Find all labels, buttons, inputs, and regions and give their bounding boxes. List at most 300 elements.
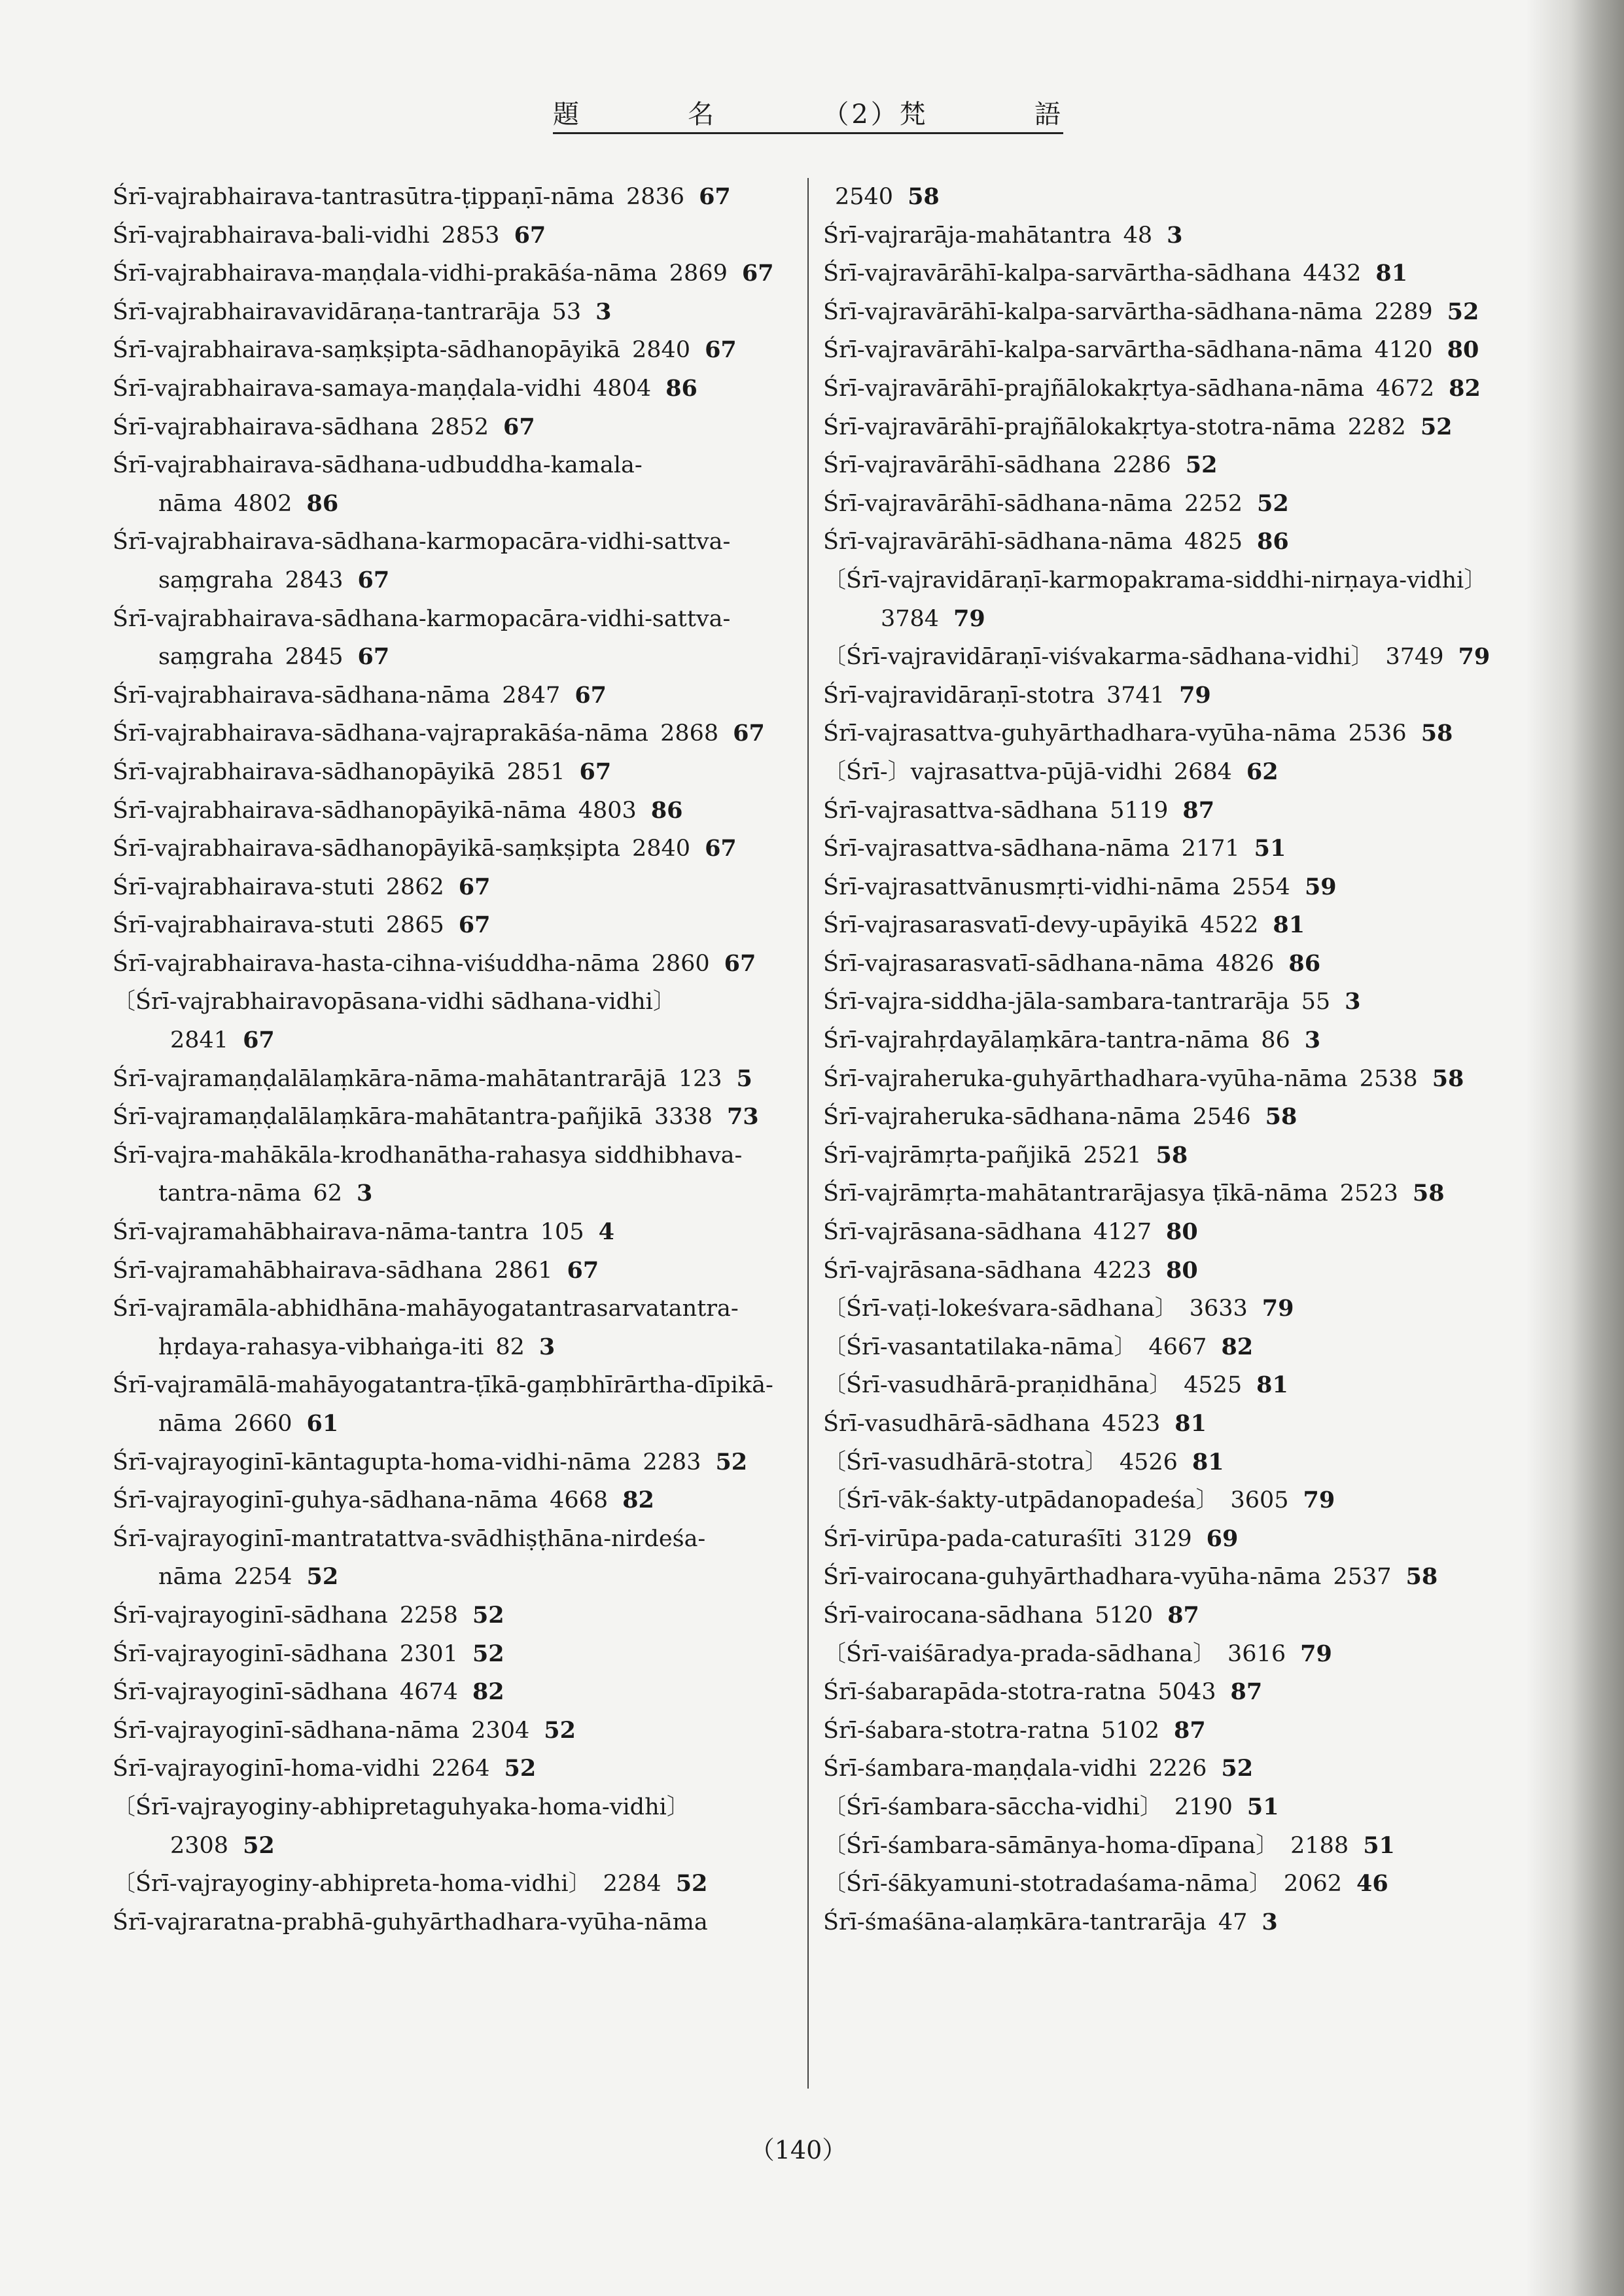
entry-group: 3 <box>1304 1027 1321 1054</box>
entry-group: 52 <box>472 1640 504 1667</box>
entry-number: 5102 <box>1101 1717 1159 1744</box>
header-title-2: 名 <box>688 99 717 130</box>
entry-group: 46 <box>1356 1870 1388 1898</box>
entry-title: Śrī-vajrabhairava-sādhana-nāma <box>113 682 491 709</box>
entry-title: Śrī-vajravārāhī-kalpa-sarvārtha-sādhana-nāma <box>823 337 1363 364</box>
entry-number: 2862 <box>385 874 444 900</box>
entry-number: 2286 <box>1112 452 1171 479</box>
index-entry <box>113 1750 780 1788</box>
entry-group: 67 <box>579 758 612 785</box>
entry-group: 5 <box>736 1065 752 1092</box>
entry-group: 4 <box>598 1218 614 1246</box>
entry-number: 2845 <box>285 644 344 671</box>
entry-group: 82 <box>1221 1333 1254 1360</box>
entry-number: 86 <box>1261 1027 1290 1054</box>
entry-number: 2252 <box>1184 490 1243 517</box>
entry-title: Śrī-vajrabhairava-samaya-maṇḍala-vidhi <box>113 375 582 402</box>
entry-title: Śrī-vajrabhairava-sādhanopāyikā <box>113 758 495 785</box>
index-entry <box>823 1098 1491 1137</box>
entry-group: 79 <box>1300 1640 1332 1667</box>
entry-group: 67 <box>458 873 491 900</box>
entry-group: 3 <box>356 1180 373 1207</box>
index-entry <box>823 1174 1491 1213</box>
index-entry <box>113 868 780 907</box>
entry-title: Śrī-vajrasarasvatī-devy-upāyikā <box>823 912 1189 939</box>
entry-group: 52 <box>243 1831 275 1859</box>
entry-title: Śrī-vajramahābhairava-nāma-tantra <box>113 1219 529 1246</box>
entry-title: Śrī-vajramaṇḍalālaṃkāra-mahātantra-pañjikā <box>113 1104 643 1131</box>
entry-group: 52 <box>715 1448 748 1475</box>
entry-title: Śrī-vajrasattva-guhyārthadhara-vyūha-nāma <box>823 720 1337 747</box>
entry-number: 48 <box>1123 222 1153 249</box>
index-entry <box>113 715 780 753</box>
entry-title: Śrī-virūpa-pada-caturaśīti <box>823 1525 1122 1552</box>
entry-number: 2523 <box>1339 1180 1398 1207</box>
index-entry <box>113 1865 780 1903</box>
entry-group: 67 <box>699 183 731 210</box>
index-entry <box>113 753 780 792</box>
index-entry <box>823 1903 1491 1942</box>
entry-title: Śrī-vajravārāhī-sādhana-nāma <box>823 490 1173 517</box>
entry-title: Śrī-vajrabhairavavidāraṇa-tantrarāja <box>113 298 540 325</box>
index-entry <box>823 446 1491 485</box>
index-entry <box>113 792 780 830</box>
index-entry <box>113 523 780 599</box>
entry-number: 47 <box>1218 1909 1248 1935</box>
entry-group: 51 <box>1254 835 1286 862</box>
entry-title: Śrī-vajrabhairava-saṃkṣipta-sādhanopāyikā <box>113 337 620 364</box>
entry-title: Śrī-vajrabhairava-maṇḍala-vidhi-prakāśa-nāma <box>113 260 658 287</box>
entry-group: 61 <box>306 1410 339 1437</box>
index-entry <box>823 1443 1491 1482</box>
index-entry <box>113 983 780 1059</box>
entry-title: 〔Śrī-vaiśāradya-prada-sādhana〕 <box>823 1640 1216 1667</box>
index-entry <box>113 1366 780 1443</box>
entry-number: 4526 <box>1119 1449 1178 1475</box>
index-entry <box>823 1788 1491 1827</box>
entry-group: 87 <box>1230 1678 1263 1706</box>
entry-group: 51 <box>1363 1831 1395 1859</box>
index-entry <box>823 792 1491 830</box>
index-entry <box>113 1252 780 1290</box>
entry-group: 81 <box>1375 260 1408 287</box>
entry-title: Śrī-vajrabhairava-stuti <box>113 912 374 939</box>
entry-title: Śrī-vajrayoginī-sādhana <box>113 1602 388 1629</box>
entry-title: Śrī-vajramālā-mahāyogatantra-ṭīkā-gaṃbhīrārtha-dīpikā-nāma <box>113 1372 773 1437</box>
entry-group: 3 <box>1345 988 1361 1016</box>
entry-title: Śrī-vajrabhairava-sādhana-karmopacāra-vidhi-sattva-saṃgraha <box>113 529 731 593</box>
entry-group: 67 <box>514 221 546 249</box>
index-entry <box>823 178 1491 217</box>
index-entry <box>823 638 1491 677</box>
entry-number: 2282 <box>1347 414 1406 440</box>
entry-group: 87 <box>1174 1716 1206 1744</box>
entry-group: 52 <box>544 1716 576 1744</box>
entry-number: 4802 <box>234 490 292 517</box>
index-entry <box>823 523 1491 561</box>
entry-group: 3 <box>1167 221 1183 249</box>
index-entry <box>113 408 780 447</box>
index-entry <box>823 906 1491 945</box>
entry-title: 〔Śrī-vajrabhairavopāsana-vidhi sādhana-vidhi〕 <box>113 989 676 1016</box>
entry-number: 4432 <box>1303 260 1362 287</box>
index-entry <box>823 217 1491 255</box>
entry-number: 2304 <box>471 1717 530 1744</box>
left-column <box>113 178 780 1941</box>
index-entry <box>823 370 1491 408</box>
page-header <box>553 92 1063 134</box>
entry-number: 2546 <box>1192 1104 1251 1131</box>
entry-title: Śrī-vajrabhairava-bali-vidhi <box>113 222 430 249</box>
entry-number: 2226 <box>1148 1756 1207 1782</box>
entry-group: 59 <box>1304 873 1337 900</box>
entry-title: Śrī-śmaśāna-alaṃkāra-tantrarāja <box>823 1909 1207 1935</box>
entry-number: 2521 <box>1083 1142 1142 1169</box>
entry-number: 2540 <box>835 184 894 210</box>
index-entry <box>113 1635 780 1674</box>
entry-number: 2843 <box>285 567 344 593</box>
entry-number: 2660 <box>234 1411 292 1437</box>
entry-title: Śrī-vajrabhairava-sādhana-karmopacāra-vidhi-sattva-saṃgraha <box>113 605 731 671</box>
index-entry <box>113 600 780 677</box>
index-entry <box>823 1827 1491 1865</box>
entry-group: 86 <box>650 796 683 824</box>
entry-group: 52 <box>504 1755 537 1782</box>
entry-group: 86 <box>1288 949 1321 977</box>
entry-group: 52 <box>1185 451 1218 479</box>
entry-title: Śrī-śabara-stotra-ratna <box>823 1717 1089 1744</box>
entry-group: 67 <box>724 949 756 977</box>
entry-number: 4223 <box>1093 1257 1152 1284</box>
index-entry <box>113 1712 780 1750</box>
entry-title: Śrī-vajrabhairava-sādhanopāyikā-saṃkṣipta <box>113 836 620 862</box>
entry-group: 73 <box>726 1103 759 1131</box>
entry-group: 80 <box>1166 1256 1198 1284</box>
entry-number: 2536 <box>1348 720 1407 747</box>
entry-title: 〔Śrī-〕vajrasattva-pūjā-vidhi <box>823 758 1162 785</box>
entry-number: 2171 <box>1181 836 1240 862</box>
entry-number: 3616 <box>1227 1640 1286 1667</box>
index-entry <box>823 1750 1491 1788</box>
entry-group: 58 <box>1421 720 1453 747</box>
index-entry <box>823 1865 1491 1903</box>
index-entry <box>823 1060 1491 1099</box>
index-entry <box>113 370 780 408</box>
entry-title: 〔Śrī-vajravidāraṇī-viśvakarma-sādhana-vidhi〕 <box>823 644 1374 671</box>
index-entry <box>113 1788 780 1865</box>
entry-title: Śrī-vajraheruka-sādhana-nāma <box>823 1104 1181 1131</box>
entry-title: Śrī-vajrayoginī-sādhana <box>113 1679 388 1706</box>
entry-group: 79 <box>1303 1487 1335 1514</box>
entry-group: 79 <box>1458 643 1491 671</box>
entry-title: Śrī-vajrāsana-sādhana <box>823 1219 1082 1246</box>
entry-group: 87 <box>1167 1601 1199 1629</box>
index-entry <box>823 1558 1491 1597</box>
entry-number: 2868 <box>660 720 719 747</box>
entry-title: Śrī-vajrarāja-mahātantra <box>823 222 1112 249</box>
entry-group: 3 <box>595 298 612 325</box>
entry-title: Śrī-vajravidāraṇī-stotra <box>823 682 1095 709</box>
scanned-page-edge <box>1526 0 1624 2296</box>
index-entry <box>823 1597 1491 1635</box>
index-entry <box>823 255 1491 293</box>
entry-group: 67 <box>574 681 607 709</box>
entry-title: Śrī-vajraratna-prabhā-guhyārthadhara-vyūha-nāma <box>113 1909 708 1935</box>
entry-title: Śrī-vajrasattva-sādhana <box>823 797 1099 824</box>
index-entry <box>113 446 780 523</box>
index-entry <box>823 1712 1491 1750</box>
entry-group: 3 <box>538 1333 556 1360</box>
entry-title: Śrī-vajrabhairava-sādhana-vajraprakāśa-nāma <box>113 720 649 747</box>
entry-group: 81 <box>1273 911 1305 939</box>
entry-number: 2301 <box>399 1640 458 1667</box>
entry-number: 5119 <box>1110 797 1169 824</box>
entry-number: 55 <box>1301 989 1331 1016</box>
entry-group: 58 <box>1412 1180 1445 1207</box>
entry-group: 67 <box>357 643 390 671</box>
index-entry <box>823 1137 1491 1175</box>
entry-group: 67 <box>705 835 737 862</box>
entry-number: 4668 <box>550 1487 609 1514</box>
entry-group: 87 <box>1182 796 1215 824</box>
entry-title: Śrī-vajrasattva-sādhana-nāma <box>823 836 1170 862</box>
entry-number: 2308 <box>170 1832 229 1859</box>
entry-title: Śrī-vajravārāhī-sādhana-nāma <box>823 529 1173 556</box>
entry-group: 82 <box>1449 374 1481 402</box>
index-entry <box>823 830 1491 868</box>
entry-number: 2869 <box>669 260 728 287</box>
index-entry <box>113 217 780 255</box>
entry-title: Śrī-vajra-mahākāla-krodhanātha-rahasya siddhibhava-tantra-nāma <box>113 1142 743 1207</box>
entry-group: 52 <box>1257 489 1289 517</box>
entry-number: 5043 <box>1157 1679 1216 1706</box>
index-entry <box>113 1443 780 1482</box>
entry-title: Śrī-vajrāmṛta-mahātantrarājasya ṭīkā-nāma <box>823 1180 1328 1207</box>
entry-title: 〔Śrī-vajrayoginy-abhipretaguhyaka-homa-vidhi〕 <box>113 1793 690 1820</box>
entry-number: 2062 <box>1283 1871 1342 1898</box>
entry-number: 4525 <box>1184 1372 1243 1399</box>
entry-number: 2188 <box>1290 1832 1349 1859</box>
entry-title: Śrī-vajravārāhī-kalpa-sarvārtha-sādhana-nāma <box>823 298 1363 325</box>
entry-number: 4523 <box>1102 1411 1161 1437</box>
entry-group: 51 <box>1246 1793 1279 1820</box>
entry-group: 67 <box>243 1027 275 1054</box>
entry-number: 2283 <box>643 1449 701 1475</box>
entry-number: 3784 <box>881 605 940 632</box>
index-entry <box>823 1481 1491 1520</box>
index-entry <box>823 1520 1491 1559</box>
entry-number: 3605 <box>1230 1487 1289 1514</box>
entry-title: 〔Śrī-vajravidāraṇī-karmopakrama-siddhi-nirṇaya-vidhi〕 <box>823 567 1487 593</box>
index-entry <box>823 753 1491 792</box>
index-entry <box>113 331 780 370</box>
entry-group: 67 <box>567 1256 599 1284</box>
entry-group: 52 <box>1221 1755 1254 1782</box>
entry-group: 67 <box>458 911 491 939</box>
entry-number: 4825 <box>1184 529 1243 556</box>
entry-number: 4804 <box>593 375 652 402</box>
entry-group: 52 <box>675 1870 708 1898</box>
entry-group: 81 <box>1174 1410 1207 1437</box>
entry-title: Śrī-vajrasarasvatī-sādhana-nāma <box>823 950 1205 977</box>
index-entry <box>113 1098 780 1137</box>
entry-group: 67 <box>503 413 535 440</box>
entry-group: 3 <box>1262 1908 1278 1935</box>
entry-title: Śrī-vajrayoginī-sādhana <box>113 1640 388 1667</box>
index-entry <box>823 945 1491 983</box>
index-entry <box>823 868 1491 907</box>
index-entry <box>113 255 780 293</box>
index-entry <box>113 677 780 715</box>
entry-title: 〔Śrī-vaṭi-lokeśvara-sādhana〕 <box>823 1296 1178 1322</box>
index-entry <box>113 1673 780 1712</box>
entry-title: Śrī-vajrabhairava-sādhanopāyikā-nāma <box>113 797 567 824</box>
entry-group: 58 <box>1432 1065 1464 1092</box>
entry-title: Śrī-vajrāsana-sādhana <box>823 1257 1082 1284</box>
entry-title: Śrī-vajravārāhī-kalpa-sarvārtha-sādhana <box>823 260 1292 287</box>
entry-number: 5120 <box>1095 1602 1154 1629</box>
entry-group: 81 <box>1192 1448 1224 1475</box>
entry-number: 4674 <box>399 1679 458 1706</box>
index-entry <box>113 1520 780 1597</box>
entry-group: 52 <box>1447 298 1479 325</box>
entry-number: 2264 <box>431 1756 490 1782</box>
entry-number: 2684 <box>1173 758 1232 785</box>
entry-group: 86 <box>665 374 697 402</box>
entry-group: 79 <box>1179 681 1211 709</box>
index-entry <box>823 1328 1491 1367</box>
index-entry <box>823 1021 1491 1060</box>
entry-number: 4522 <box>1200 912 1259 939</box>
entry-title: Śrī-vajrayoginī-homa-vidhi <box>113 1756 420 1782</box>
index-entry <box>113 1060 780 1099</box>
entry-number: 3633 <box>1189 1296 1248 1322</box>
entry-title: Śrī-vajra-siddha-jāla-sambara-tantrarāja <box>823 989 1290 1016</box>
index-entry <box>823 677 1491 715</box>
entry-number: 2254 <box>234 1564 292 1591</box>
entry-title: Śrī-vajrabhairava-sādhana <box>113 414 419 440</box>
entry-number: 3338 <box>654 1104 713 1131</box>
index-entry <box>113 906 780 945</box>
entry-number: 2860 <box>651 950 710 977</box>
entry-title: 〔Śrī-vāk-śakty-utpādanopadeśa〕 <box>823 1487 1219 1514</box>
entry-group: 67 <box>705 336 737 364</box>
entry-group: 58 <box>1265 1103 1297 1131</box>
entry-title: 〔Śrī-śambara-sāccha-vidhi〕 <box>823 1793 1163 1820</box>
page-number: （140） <box>749 2136 847 2164</box>
header-section: （2）梵 <box>822 99 928 130</box>
index-entry <box>113 830 780 868</box>
entry-title: Śrī-vajrasattvānusmṛti-vidhi-nāma <box>823 874 1220 900</box>
index-entry <box>113 1597 780 1635</box>
entry-group: 80 <box>1447 336 1479 364</box>
entry-number: 3749 <box>1385 644 1444 671</box>
entry-number: 62 <box>313 1180 342 1207</box>
header-title: 題 <box>553 99 582 130</box>
entry-number: 4667 <box>1148 1333 1207 1360</box>
entry-title: Śrī-vajrayoginī-guhya-sādhana-nāma <box>113 1487 538 1514</box>
entry-group: 52 <box>1420 413 1453 440</box>
entry-number: 4120 <box>1374 337 1433 364</box>
entry-title: Śrī-vairocana-sādhana <box>823 1602 1084 1629</box>
entry-group: 86 <box>306 489 339 517</box>
index-entry <box>113 178 780 217</box>
entry-title: Śrī-vairocana-guhyārthadhara-vyūha-nāma <box>823 1564 1322 1591</box>
entry-number: 2836 <box>626 184 685 210</box>
entry-title: Śrī-vajrabhairava-sādhana-udbuddha-kamala-nāma <box>113 452 643 517</box>
index-entry <box>823 1405 1491 1443</box>
entry-title: Śrī-vajravārāhī-sādhana <box>823 452 1101 479</box>
entry-group: 58 <box>908 183 940 210</box>
index-entry <box>823 561 1491 638</box>
index-entry <box>823 1290 1491 1328</box>
entry-group: 52 <box>472 1601 504 1629</box>
entry-number: 2538 <box>1359 1065 1418 1092</box>
entry-title: Śrī-vajramaṇḍalālaṃkāra-nāma-mahātantrarājā <box>113 1065 667 1092</box>
entry-title: 〔Śrī-vasudhārā-stotra〕 <box>823 1449 1108 1475</box>
entry-number: 2841 <box>170 1027 229 1054</box>
entry-group: 79 <box>953 605 985 632</box>
entry-title: Śrī-śabarapāda-stotra-ratna <box>823 1679 1146 1706</box>
entry-group: 67 <box>733 720 765 747</box>
entry-title: Śrī-vajrayoginī-mantratattva-svādhiṣṭhāna-nirdeśa-nāma <box>113 1525 706 1591</box>
entry-group: 62 <box>1246 758 1279 785</box>
entry-number: 2847 <box>502 682 561 709</box>
entry-number: 2861 <box>494 1257 553 1284</box>
index-entry <box>113 945 780 983</box>
entry-number: 4826 <box>1216 950 1275 977</box>
index-entry <box>113 1481 780 1520</box>
entry-title: Śrī-śambara-maṇḍala-vidhi <box>823 1756 1137 1782</box>
column-divider <box>807 178 809 2089</box>
index-entry <box>113 1903 780 1942</box>
index-entry <box>823 1252 1491 1290</box>
right-column <box>823 178 1491 1941</box>
entry-group: 81 <box>1256 1371 1288 1399</box>
entry-title: Śrī-vajrahṛdayālaṃkāra-tantra-nāma <box>823 1027 1250 1054</box>
entry-title: Śrī-vajramāla-abhidhāna-mahāyogatantrasarvatantra-hṛdaya-rahasya-vibhaṅga-iti <box>113 1296 739 1360</box>
entry-title: 〔Śrī-vasudhārā-praṇidhāna〕 <box>823 1372 1173 1399</box>
index-entry <box>823 983 1491 1021</box>
entry-number: 2537 <box>1333 1564 1392 1591</box>
entry-number: 2853 <box>441 222 500 249</box>
index-entry <box>113 1290 780 1366</box>
entry-number: 3741 <box>1106 682 1165 709</box>
entry-number: 2284 <box>603 1871 662 1898</box>
entry-number: 4672 <box>1376 375 1435 402</box>
entry-number: 2554 <box>1231 874 1290 900</box>
entry-number: 82 <box>495 1333 525 1360</box>
entry-group: 86 <box>1257 528 1289 556</box>
entry-number: 2190 <box>1174 1793 1233 1820</box>
entry-number: 2852 <box>430 414 489 440</box>
header-section-2: 語 <box>1034 99 1063 130</box>
index-entry <box>113 1213 780 1252</box>
index-entry <box>823 715 1491 753</box>
entry-title: Śrī-vajrayoginī-sādhana-nāma <box>113 1717 460 1744</box>
entry-number: 2289 <box>1374 298 1433 325</box>
index-entry <box>823 1213 1491 1252</box>
index-entry <box>823 1635 1491 1674</box>
entry-number: 4127 <box>1093 1219 1152 1246</box>
entry-title: Śrī-vajramahābhairava-sādhana <box>113 1257 483 1284</box>
entry-title: 〔Śrī-śambara-sāmānya-homa-dīpana〕 <box>823 1832 1279 1859</box>
index-entry <box>823 293 1491 332</box>
entry-number: 2840 <box>632 836 691 862</box>
entry-group: 82 <box>622 1487 654 1514</box>
index-entry <box>823 1366 1491 1405</box>
entry-number: 123 <box>678 1065 722 1092</box>
